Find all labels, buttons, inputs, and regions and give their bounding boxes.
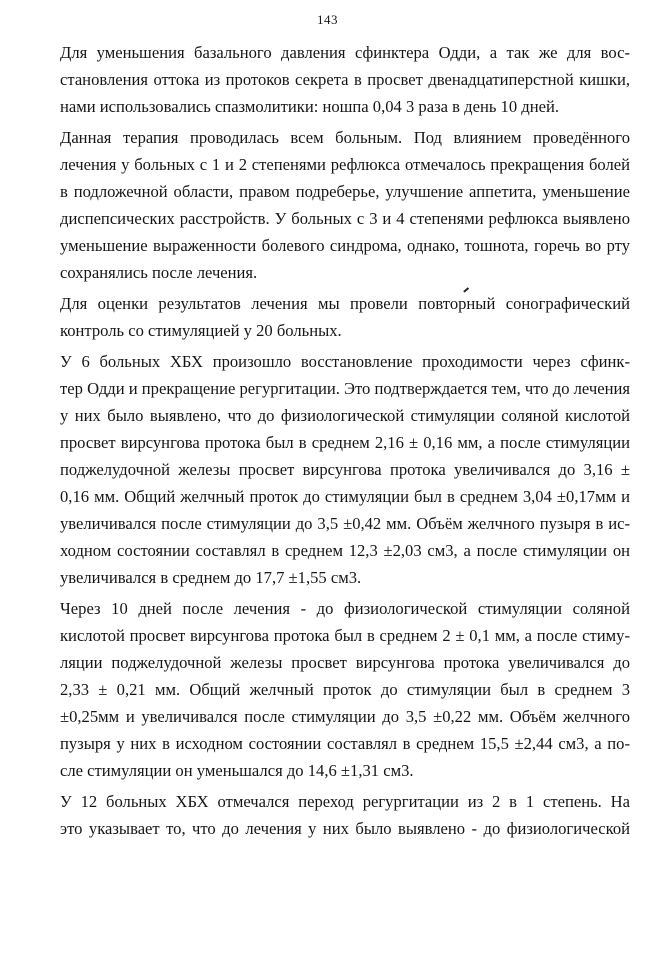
paragraph: [26, 788, 630, 842]
text-line: поджелудочной железы просвет вирсунгова протока увеличивался до 3,16 ±: [60, 459, 630, 479]
page-number: 143: [317, 12, 338, 27]
text-body: [26, 39, 630, 846]
paragraph: [26, 348, 630, 592]
paragraph: [26, 595, 630, 785]
paragraph: [26, 290, 630, 344]
paragraph: [26, 39, 630, 120]
text-line: 0,16 мм. Общий желчный проток до стимуляции был в среднем 3,04 ±0,17мм и: [60, 487, 630, 506]
text-line: нами использовались спазмолитики: ношпа 0,04 3 раза в день 10 дней.: [60, 97, 560, 117]
text-line: в подложечной области, правом подреберье, улучшение аппетита, уменьшение: [60, 181, 630, 201]
text-line: увеличивался после стимуляции до 3,5 ±0,42 мм. Объём желчного пузыря в ис-: [60, 514, 630, 534]
text-line: ляции поджелудочной железы просвет вирсунгова протока увеличивался до: [60, 653, 630, 673]
text-line: Через 10 дней после лечения - до физиологической стимуляции соляной: [60, 598, 630, 618]
text-line: становления оттока из протоков секрета в просвет двенадцатиперстной кишки,: [60, 70, 630, 90]
text-line: контроль со стимуляцией у 20 больных.: [60, 320, 342, 340]
text-line: это указывает то, что до лечения у них было выявлено - до физиологической: [60, 819, 630, 839]
text-line: У 6 больных ХБХ произошло восстановление проходимости через сфинк-: [60, 351, 630, 371]
text-line: лечения у больных с 1 и 2 степенями рефлюкса отмечалось прекращения болей: [60, 154, 630, 174]
text-line: диспепсических расстройств. У больных с 3 и 4 степенями рефлюкса выявлено: [60, 209, 630, 229]
text-line: пузыря у них в исходном состоянии составлял в среднем 15,5 ±2,44 см3, а по-: [60, 734, 630, 754]
text-line: Данная терапия проводилась всем больным. Под влиянием проведённого: [60, 127, 630, 147]
text-line: ходном состоянии составлял в среднем 12,3 ±2,03 см3, а после стимуляции он: [60, 541, 630, 561]
text-line: кислотой просвет вирсунгова протока был в среднем 2 ± 0,1 мм, а после стиму-: [60, 625, 630, 645]
text-line: ±0,25мм и увеличивался после стимуляции до 3,5 ±0,22 мм. Объём желчного: [60, 707, 630, 727]
text-line: тер Одди и прекращение регургитации. Это подтверждается тем, что до лечения: [60, 378, 630, 398]
text-line: уменьшение выраженности болевого синдрома, однако, тошнота, горечь во рту: [60, 236, 630, 256]
text-line: увеличивался в среднем до 17,7 ±1,55 см3.: [60, 568, 362, 588]
text-line: сле стимуляции он уменьшался до 14,6 ±1,31 см3.: [60, 761, 414, 781]
text-line: Для оценки результатов лечения мы провели повторный сонографический: [60, 293, 630, 313]
text-line: просвет вирсунгова протока был в среднем 2,16 ± 0,16 мм, а после стимуляции: [60, 432, 630, 452]
paragraph: [26, 124, 630, 287]
text-line: У 12 больных ХБХ отмечался переход регургитации из 2 в 1 степень. На: [60, 792, 630, 812]
text-line: 2,33 ± 0,21 мм. Общий желчный проток до стимуляции был в среднем 3: [60, 680, 630, 700]
text-line: сохранялись после лечения.: [60, 263, 258, 283]
text-line: Для уменьшения базального давления сфинктера Одди, а так же для вос-: [60, 43, 630, 62]
text-line: у них было выявлено, что до физиологической стимуляции соляной кислотой: [60, 405, 630, 425]
